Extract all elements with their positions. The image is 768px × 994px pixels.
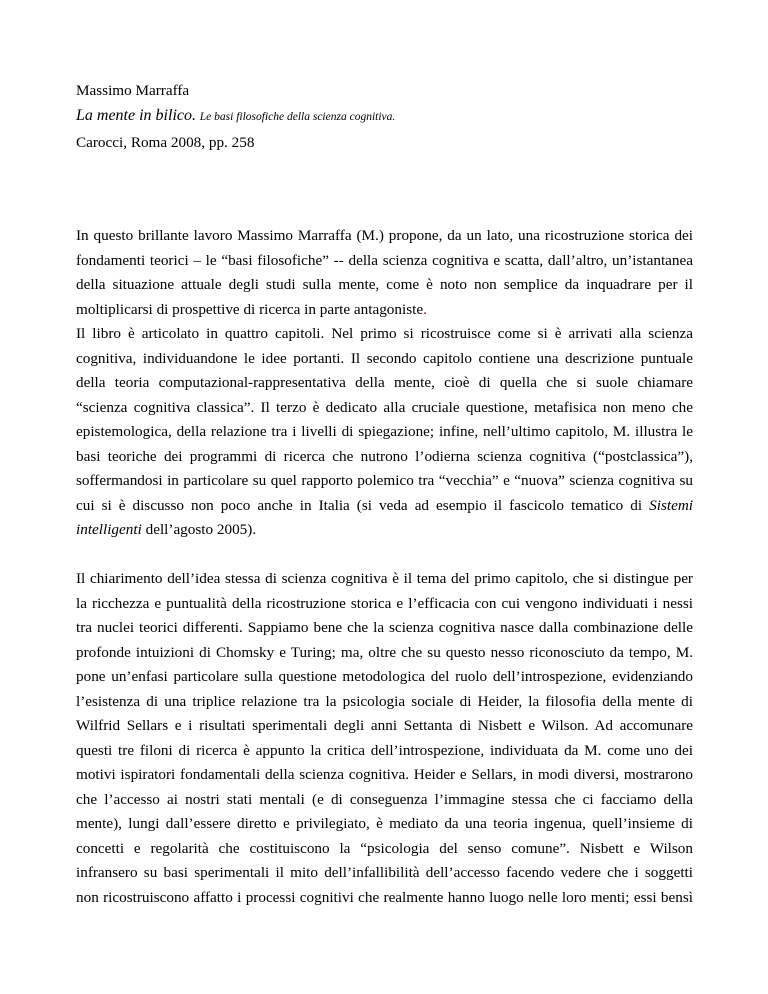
text-line: motivi ispiratori fondamentali della scienza cognitiva. Heider e Sellars, in modi diversi, mostrarono: [76, 766, 693, 783]
text-line: “scienza cognitiva classica”. Il terzo è dedicato alla cruciale questione, metafisica non meno che: [76, 398, 693, 416]
text-line: non ricostruiscono affatto i processi cognitivi che realmente hanno luogo nelle loro menti; essi bensì: [76, 888, 693, 906]
text-line: infransero su basi sperimentali il mito dell’infallibilità dell’accesso facendo vedere che i soggetti: [76, 864, 693, 881]
text-line: soffermandosi in particolare su quel rapporto polemico tra “vecchia” e “nuova” scienza cognitiva su: [76, 472, 693, 489]
text-line: [76, 494, 693, 519]
text-line: In questo brillante lavoro Massimo Marraffa (M.) propone, da un lato, una ricostruzione storica dei: [76, 227, 693, 244]
text-line: concetti e regolarità che costituiscono la “psicologia del senso comune”. Nisbett e Wilson: [76, 839, 693, 857]
paragraph-gap: [76, 543, 693, 568]
title-line: [76, 103, 693, 130]
text-line: pone un’enfasi particolare sulla questione metodologica del ruolo dell’introspezione, evidenziando: [76, 668, 693, 685]
review-header: [76, 78, 693, 155]
paragraph-intro: [76, 224, 693, 322]
text-line: epistemologica, della relazione tra i livelli di spiegazione; infine, nell’ultimo capitolo, M. illustra le: [76, 423, 693, 440]
book-subtitle: Le basi filosofiche della scienza cognitiva.: [199, 111, 396, 123]
book-title: La mente in bilico.: [76, 107, 196, 124]
text-line: questi tre filoni di ricerca è appunto la critica dell’introspezione, individuata da M. come uno dei: [76, 741, 693, 759]
text-line: della teoria computazional-rappresentativa della mente, cioè di quella che si suole chiamare: [76, 374, 693, 391]
review-body: [76, 224, 693, 910]
text-line: profonde intuizioni di Chomsky e Turing; ma, oltre che su questo nesso riconosciuto da tempo, M.: [76, 643, 693, 661]
journal-title-part: Sistemi: [649, 496, 694, 514]
text-line: Il chiarimento dell’idea stessa di scienza cognitiva è il tema del primo capitolo, che si distingue per: [76, 570, 693, 587]
text-line: cognitiva, individuandone le idee portanti. Il secondo capitolo contiene una descrizione puntuale: [76, 349, 693, 367]
text-line: della situazione attuale degli studi sulla mente, come è noto non semplice da inquadrare per il: [76, 276, 693, 293]
text-line: la ricchezza e puntualità della ricostruzione storica e l’efficacia con cui vengono individuati i nessi: [76, 594, 693, 612]
text-line: tra nuclei teorici differenti. Sappiamo bene che la scienza cognitiva nasce dalla combinazione delle: [76, 619, 693, 636]
author-line: Massimo Marraffa: [76, 82, 190, 99]
text-line: [76, 298, 693, 323]
text-fragment: cui si è discusso non poco anche in Italia (si veda ad esempio il fascicolo tematico di: [76, 496, 643, 514]
journal-title-part: intelligenti: [76, 521, 142, 538]
text-line: [76, 518, 693, 543]
text-line: l’esistenza di una triplice relazione tra la psicologia sociale di Heider, la filosofia della mente di: [76, 692, 693, 710]
text-line: Wilfrid Sellars e i risultati sperimentali degli anni Settanta di Nisbett e Wilson. Ad accomunare: [76, 717, 693, 734]
text-line: fondamenti teorici – le “basi filosofiche” -- della scienza cognitiva e scatta, dall’altro, un’istantanea: [76, 251, 693, 269]
text-line: Il libro è articolato in quattro capitoli. Nel primo si ricostruisce come si è arrivati alla scienza: [76, 325, 693, 342]
text-line: mente), lungi dall’essere diretto e privilegiato, è mediato da una teoria ingenua, quell’insieme di: [76, 815, 693, 832]
text-fragment: moltiplicarsi di prospettive di ricerca in parte antagoniste: [76, 300, 424, 318]
red-period: .: [423, 300, 427, 318]
text-fragment: dell’agosto 2005).: [141, 521, 257, 538]
publisher-line: Carocci, Roma 2008, pp. 258: [76, 134, 255, 151]
text-line: che l’accesso ai nostri stati mentali (e di conseguenza l’immagine stessa che ci facciamo della: [76, 790, 693, 808]
paragraph-chapter-one: [76, 567, 693, 910]
paragraph-structure: [76, 322, 693, 543]
text-line: basi teoriche dei programmi di ricerca che nutrono l’odierna scienza cognitiva (“postclassica”),: [76, 447, 693, 465]
